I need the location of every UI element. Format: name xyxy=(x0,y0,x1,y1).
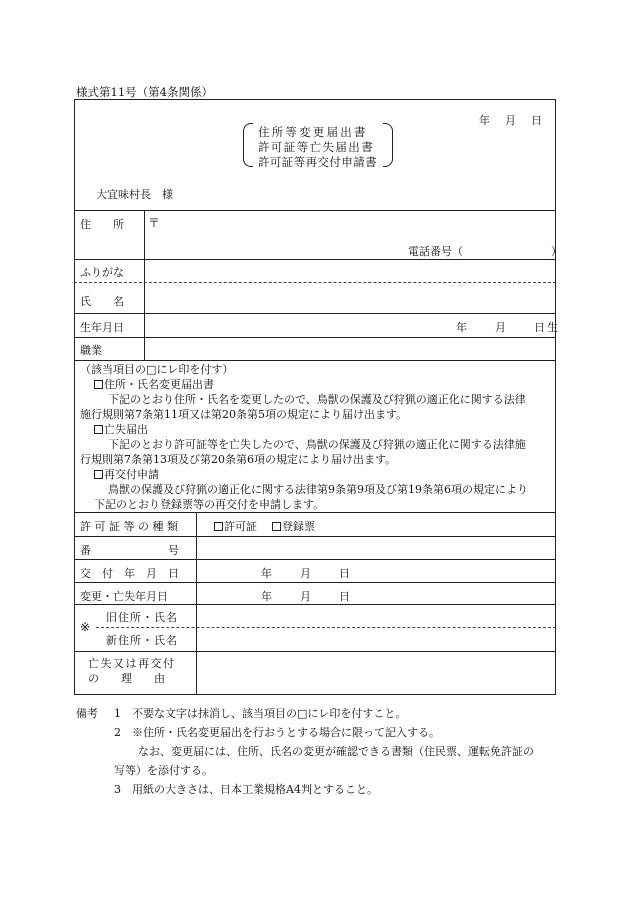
checkbox[interactable] xyxy=(214,522,223,531)
occupation-label: 職業 xyxy=(80,344,102,357)
phone-label: 電話番号（ ） xyxy=(408,245,562,258)
check-item-reissue-text: 下記のとおり登録票等の再交付を申請します。 xyxy=(94,498,325,511)
birth-value: 年 月 日生 xyxy=(456,321,560,334)
new-address-name-label: 新住所・氏名 xyxy=(106,634,178,647)
check-item-change-text: 下記のとおり住所・氏名を変更したので、鳥獣の保護及び狩猟の適正化に関する法律 xyxy=(108,393,526,406)
divider xyxy=(74,210,556,211)
number-label: 番 号 xyxy=(80,544,179,557)
reason-label: の 理 由 xyxy=(88,672,165,685)
reason-label: 亡失又は再交付 xyxy=(88,657,176,670)
dashed-divider xyxy=(96,627,556,628)
divider xyxy=(74,512,556,513)
note-item: なお、変更届には、住所、氏名の変更が確認できる書類（住民票、運転免許証の xyxy=(138,745,534,758)
old-address-name-label: 旧住所・氏名 xyxy=(106,611,178,624)
name-label: 氏 名 xyxy=(80,295,124,308)
divider xyxy=(74,337,556,338)
checkbox[interactable] xyxy=(272,522,281,531)
title-right-bracket xyxy=(383,123,393,167)
note-item: 1 不要な文字は抹消し、該当項目の□にレ印を付すこと。 xyxy=(114,707,407,720)
type-option-registration[interactable]: 登録票 xyxy=(272,518,315,534)
check-item-loss[interactable]: 亡失届出 xyxy=(94,421,148,437)
date-line: 年 月 日 xyxy=(479,114,544,127)
birth-label: 生年月日 xyxy=(80,321,124,334)
divider xyxy=(74,582,556,583)
title-reissue-application: 許可証等再交付申請書 xyxy=(258,155,377,169)
type-option-permit[interactable]: 許可証 xyxy=(214,518,257,534)
issue-date-label: 交 付 年 月 日 xyxy=(80,567,179,580)
divider xyxy=(74,559,556,560)
check-item-loss-text: 下記のとおり許可証等を亡失したので、鳥獣の保護及び狩猟の適正化に関する法律施 xyxy=(108,438,526,451)
checkbox[interactable] xyxy=(94,470,103,479)
check-item-reissue[interactable]: 再交付申請 xyxy=(94,466,159,482)
issue-date-value: 年 月 日 xyxy=(261,567,352,580)
check-item-change-text: 施行規則第7条第11項又は第20条第5項の規定により届け出ます。 xyxy=(80,408,408,421)
notes-heading: 備考 xyxy=(76,707,98,720)
postal-mark: 〒 xyxy=(148,216,161,230)
divider xyxy=(74,651,556,652)
title-left-bracket xyxy=(243,123,253,167)
checklist-instruction: （該当項目の□にレ印を付す） xyxy=(80,363,234,376)
checkbox[interactable] xyxy=(94,425,103,434)
asterisk-mark: ※ xyxy=(80,620,91,634)
change-date-label: 変更・亡失年月日 xyxy=(80,590,168,603)
dashed-divider xyxy=(74,282,556,283)
addressee: 大宜味村長 様 xyxy=(96,188,173,201)
check-item-loss-text: 行規則第7条第13項及び第20条第6項の規定により届け出ます。 xyxy=(80,453,397,466)
form-number: 様式第11号（第4条関係） xyxy=(76,85,213,99)
divider xyxy=(74,604,556,605)
divider xyxy=(74,259,556,260)
type-label: 許 可 証 等 の 種 類 xyxy=(80,520,178,533)
checkbox[interactable] xyxy=(94,380,103,389)
title-loss-report: 許可証等亡失届出書 xyxy=(258,140,375,154)
address-label: 住 所 xyxy=(80,218,124,231)
divider xyxy=(74,313,556,314)
note-item: 3 用紙の大きさは、日本工業規格A4判とすること。 xyxy=(114,783,378,796)
note-item: 2 ※住所・氏名変更届出を行おうとする場合に限って記入する。 xyxy=(114,726,440,739)
check-item-reissue-text: 鳥獣の保護及び狩猟の適正化に関する法律第9条第9項及び第19条第6項の規定により xyxy=(108,483,528,496)
check-item-change[interactable]: 住所・氏名変更届出書 xyxy=(94,376,214,392)
title-change-report: 住所等変更届出書 xyxy=(258,125,368,139)
divider xyxy=(74,536,556,537)
furigana-label: ふりがな xyxy=(80,266,124,279)
note-item: 写等）を添付する。 xyxy=(114,764,213,777)
change-date-value: 年 月 日 xyxy=(261,590,352,603)
